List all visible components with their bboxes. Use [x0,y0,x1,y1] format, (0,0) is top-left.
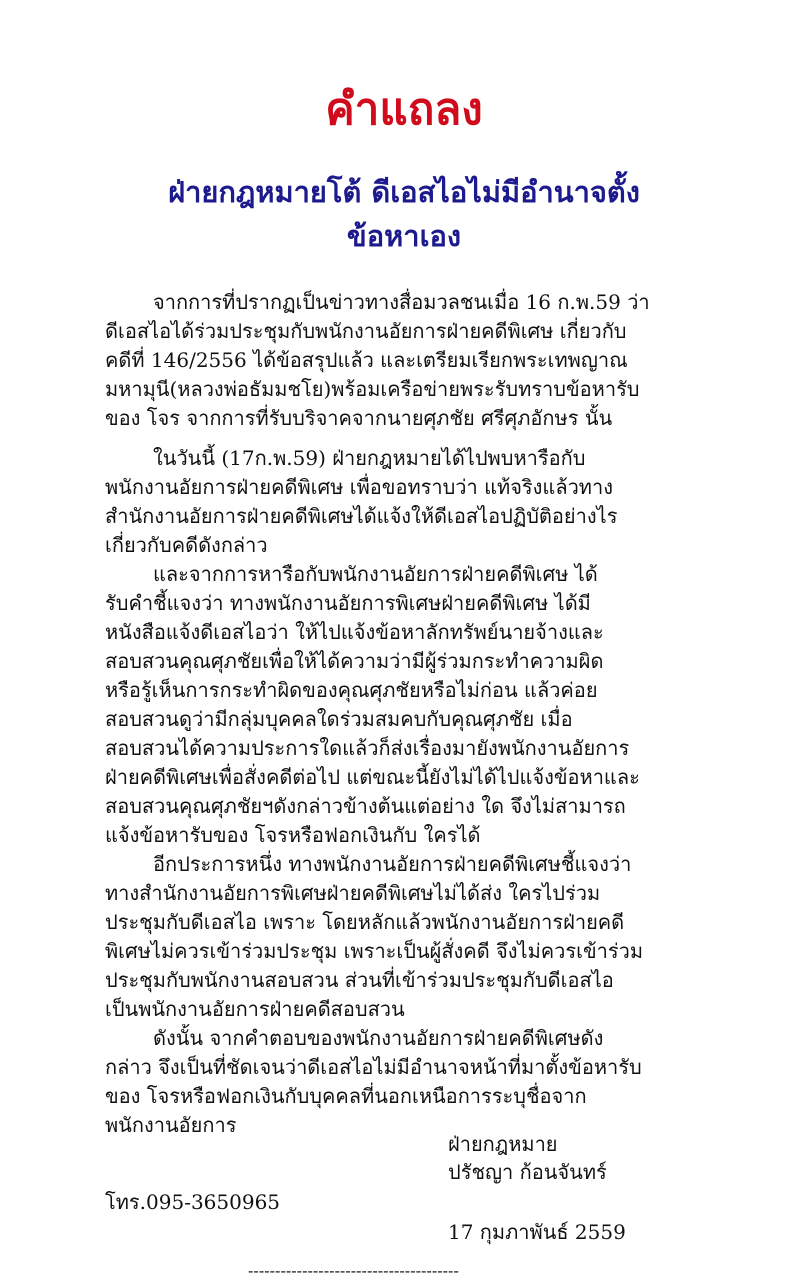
paragraph-line: พิเศษไม่ควรเข้าร่วมประชุม เพราะเป็นผู้สั่งคดี จึงไม่ควรเข้าร่วม [105,939,644,963]
paragraph-line: หนังสือแจ้งดีเอสไอว่า ให้ไปแจ้งข้อหาลักทรัพย์นายจ้างและ [105,620,604,644]
subtitle-line-1: ฝ่ายกฎหมายโต้ ดีเอสไอไม่มีอำนาจตั้ง [168,175,640,209]
paragraph-line: พนักงานอัยการฝ่ายคดีพิเศษ เพื่อขอทราบว่า แท้จริงแล้วทาง [105,475,613,499]
paragraph-line: คดีที่ 146/2556 ได้ข้อสรุปแล้ว และเตรียมเรียกพระเทพญาณ [105,348,628,372]
paragraph-line: รับคำชี้แจงว่า ทางพนักงานอัยการพิเศษฝ่ายคดีพิเศษ ได้มี [105,591,591,615]
paragraph-line: สำนักงานอัยการฝ่ายคดีพิเศษได้แจ้งให้ดีเอสไอปฏิบัติอย่างไร [105,504,618,528]
paragraph-line: หรือรู้เห็นการกระทำผิดของคุณศุภชัยหรือไม่ก่อน แล้วค่อย [105,678,598,702]
divider-line: --------------------------------------- [248,1261,459,1280]
paragraph-line: ทางสำนักงานอัยการพิเศษฝ่ายคดีพิเศษไม่ได้ส่ง ใครไปร่วม [105,881,601,905]
paragraph-line: สอบสวนได้ความประการใดแล้วก็ส่งเรื่องมายังพนักงานอัยการ [105,736,630,760]
paragraph-line: ในวันนี้ (17ก.พ.59) ฝ่ายกฎหมายได้ไปพบหารือกับ [153,446,586,470]
signature-block [448,1130,607,1186]
signature-name: ปรัชญา ก้อนจันทร์ [448,1160,607,1184]
paragraph-line: ประชุมกับดีเอสไอ เพราะ โดยหลักแล้วพนักงานอัยการฝ่ายคดี [105,910,625,934]
paragraph-line: แจ้งข้อหารับของ โจรหรือฟอกเงินกับ ใครได้ [105,823,481,847]
signature-org: ฝ่ายกฎหมาย [448,1132,558,1156]
paragraph-2 [105,444,745,1140]
paragraph-line: เกี่ยวกับคดีดังกล่าว [105,533,268,557]
paragraph-line: อีกประการหนึ่ง ทางพนักงานอัยการฝ่ายคดีพิเศษชี้แจงว่า [153,852,632,876]
paragraph-line: สอบสวนดูว่ามีกลุ่มบุคคลใดร่วมสมคบกับคุณศุภชัย เมื่อ [105,707,573,731]
paragraph-line: สอบสวนคุณศุภชัยเพื่อให้ได้ความว่ามีผู้ร่วมกระทำความผิด [105,649,604,673]
paragraph-line: กล่าว จึงเป็นที่ชัดเจนว่าดีเอสไอไม่มีอำนาจหน้าที่มาตั้งข้อหารับ [105,1055,642,1079]
paragraph-line: มหามุนี(หลวงพ่อธัมมชโย)พร้อมเครือข่ายพระรับทราบข้อหารับ [105,377,640,401]
paragraph-1 [105,288,745,433]
document-subtitle [40,170,768,258]
subtitle-line-2: ข้อหาเอง [346,219,462,253]
paragraph-line: ฝ่ายคดีพิเศษเพื่อสั่งคดีต่อไป แต่ขณะนี้ยังไม่ได้ไปแจ้งข้อหาและ [105,765,640,789]
paragraph-line: สอบสวนคุณศุภชัยฯดังกล่าวข้างต้นแต่อย่าง ใด จึงไม่สามารถ [105,794,626,818]
paragraph-line: ดีเอสไอได้ร่วมประชุมกับพนักงานอัยการฝ่ายคดีพิเศษ เกี่ยวกับ [105,319,627,343]
paragraph-line: ของ โจรหรือฟอกเงินกับบุคคลที่นอกเหนือการระบุชื่อจาก [105,1084,587,1108]
paragraph-line: พนักงานอัยการ [105,1113,237,1137]
paragraph-line: ของ โจร จากการที่รับบริจาคจากนายศุภชัย ศรีศุภอักษร นั้น [105,406,613,430]
contact-phone: โทร.095-3650965 [105,1190,281,1214]
paragraph-line: ดังนั้น จากคำตอบของพนักงานอัยการฝ่ายคดีพิเศษดัง [153,1026,604,1050]
document-date: 17 กุมภาพันธ์ 2559 [448,1220,626,1244]
paragraph-line: และจากการหารือกับพนักงานอัยการฝ่ายคดีพิเศษ ได้ [153,562,598,586]
paragraph-line: จากการที่ปรากฏเป็นข่าวทางสื่อมวลชนเมื่อ 16 ก.พ.59 ว่า [153,290,650,314]
paragraph-line: เป็นพนักงานอัยการฝ่ายคดีสอบสวน [105,997,405,1021]
paragraph-line: ประชุมกับพนักงานสอบสวน ส่วนที่เข้าร่วมประชุมกับดีเอสไอ [105,968,614,992]
document-title: คำแถลง [325,84,483,135]
